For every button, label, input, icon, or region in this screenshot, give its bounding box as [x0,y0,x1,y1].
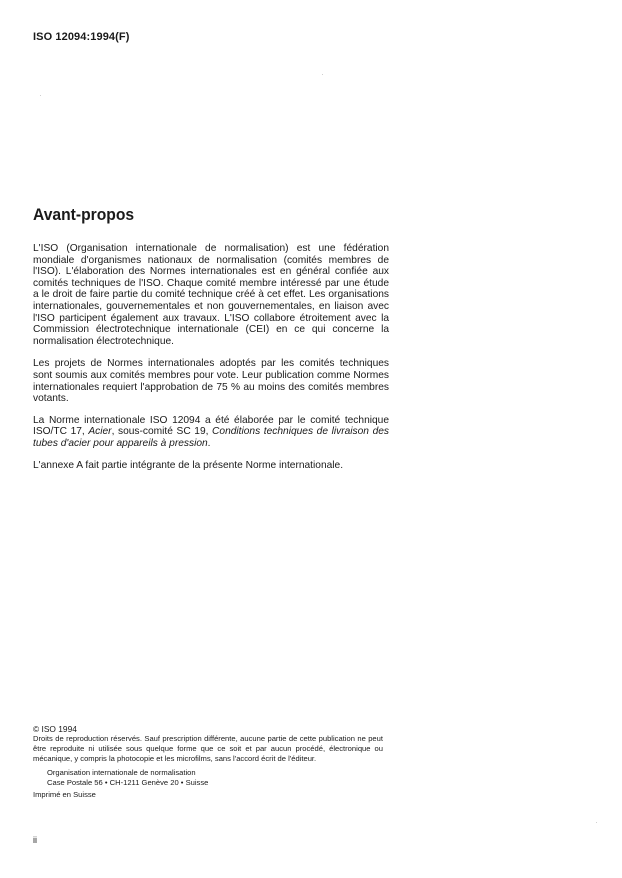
paragraph-iso-description: L'ISO (Organisation internationale de normalisation) est une fédération mondiale d'organismes nationaux de normalisation (comités membres de l'ISO). L'élaboration des Normes internationales est en général confiée aux comités techniques de l'ISO. Chaque comité membre intéressé par une étude a le droit de faire partie du comité technique créé à cet effet. Les organisations internationales, gouvernementales et non gouvernementales, en liaison avec l'ISO participent également aux travaux. L'ISO collabore étroitement avec la Commission électrotechnique internationale (CEI) en ce qui concerne la normalisation électrotechnique. [33,243,389,347]
paragraph-committee [33,415,389,450]
copyright-year: © ISO 1994 [33,724,77,734]
organisation-name: Organisation internationale de normalisation [47,768,196,777]
paragraph-annex: L'annexe A fait partie intégrante de la présente Norme internationale. [33,459,344,471]
scan-speck [40,95,41,96]
printed-in: Imprimé en Suisse [33,790,96,799]
scan-speck [596,822,597,823]
scan-speck [322,74,323,75]
foreword-body [33,243,389,481]
committee-text-end: . [207,437,211,449]
postal-address: Case Postale 56 • CH-1211 Genève 20 • Suisse [47,778,209,787]
page-number: ii [33,835,37,845]
paragraph-voting: Les projets de Normes internationales adoptés par les comités techniques sont soumis aux comités membres pour vote. Leur publication comme Normes internationales requiert l'approbation de 75 % au moins des comités membres votants. [33,358,389,405]
committee-name: Acier [88,426,112,438]
committee-text-start: La Norme internationale ISO 12094 a été élaborée par le comité technique ISO/TC 17, [33,414,389,438]
standard-identifier: ISO 12094:1994(F) [33,31,130,43]
subcommittee-name: Conditions techniques de livraison des tubes d'acier pour appareils à pression [33,426,389,449]
copyright-notice: Droits de reproduction réservés. Sauf prescription différente, aucune partie de cette publication ne peut être reproduite ni utilisée sous quelque forme que ce soit et par aucun procédé, électronique ou mécanique, y compris la photocopie et les microfilms, sans l'accord écrit de l'éditeur. [33,734,383,763]
committee-text-middle: , sous-comité SC 19, [111,426,213,438]
copyright-block [33,724,383,800]
section-title: Avant-propos [33,205,135,224]
